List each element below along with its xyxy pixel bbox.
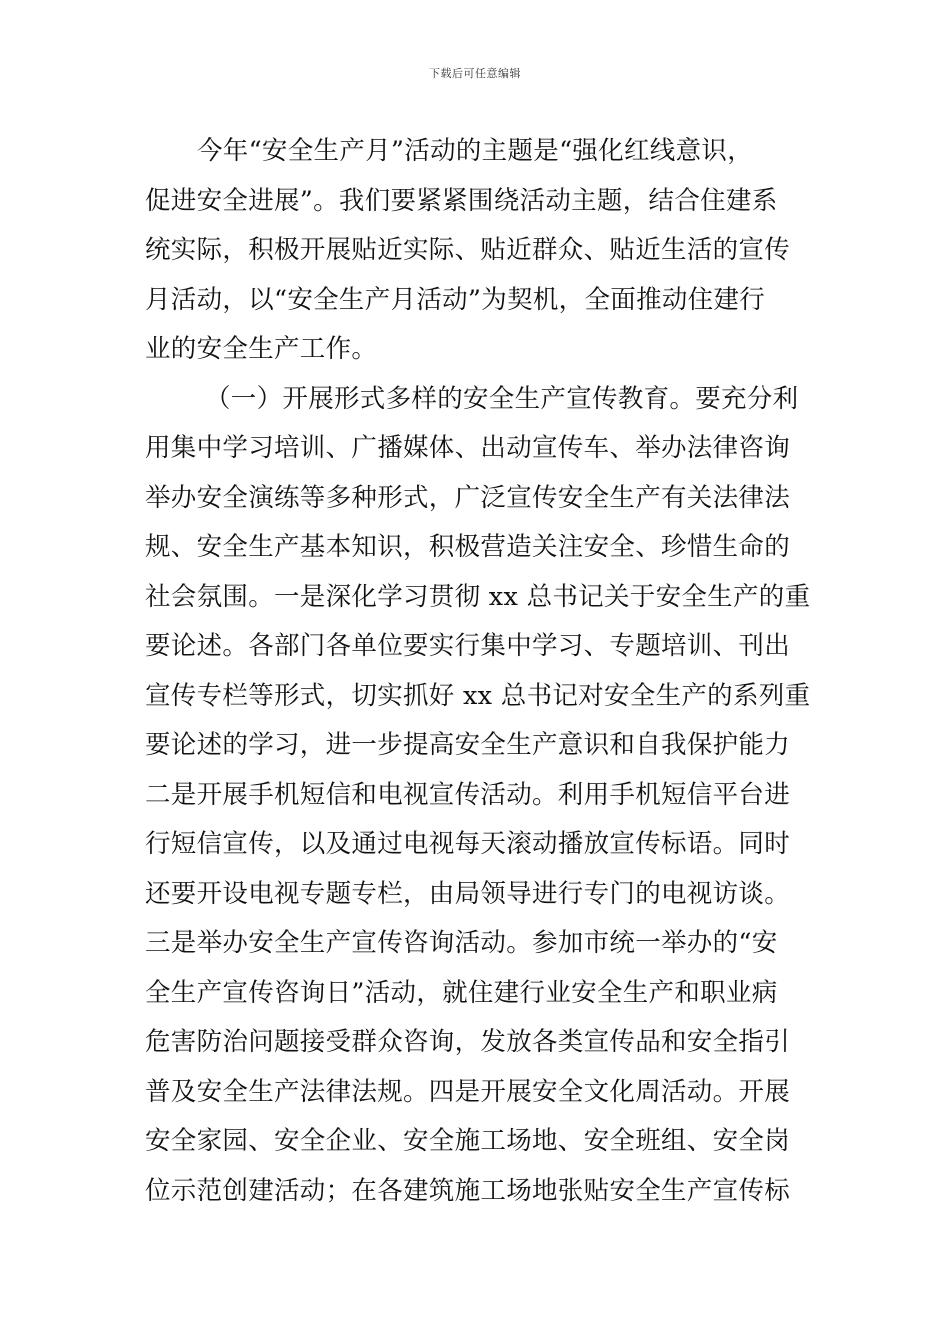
paragraph-line: 今年“安全生产月”活动的主题是“强化红线意识， bbox=[197, 136, 754, 166]
paragraph-line: 规、安全生产基本知识，积极营造关注安全、珍惜生命的 bbox=[145, 532, 791, 562]
paragraph-line: 还要开设电视专题专栏，由局领导进行专门的电视访谈。 bbox=[145, 878, 791, 909]
paragraph-line: 安全家园、安全企业、安全施工场地、安全班组、安全岗 bbox=[145, 1126, 791, 1156]
paragraph-line: 宣传专栏等形式，切实抓好 xx 总书记对安全生产的系列重 bbox=[145, 680, 811, 711]
paragraph-line: 举办安全演练等多种形式，广泛宣传安全生产有关法律法 bbox=[145, 482, 791, 513]
paragraph-line: 用集中学习培训、广播媒体、出动宣传车、举办法律咨询 bbox=[145, 433, 791, 463]
paragraph-line: 促进安全进展”。我们要紧紧围绕活动主题，结合住建系 bbox=[145, 185, 778, 216]
paragraph-line: 危害防治问题接受群众咨询，发放各类宣传品和安全指引 bbox=[145, 1027, 791, 1057]
paragraph-line: 要论述的学习，进一步提高安全生产意识和自我保护能力 bbox=[145, 730, 791, 760]
paragraph-line: 业的安全生产工作。 bbox=[145, 334, 378, 364]
paragraph-line: 统实际，积极开展贴近实际、贴近群众、贴近生活的宣传 bbox=[145, 235, 791, 265]
document-body bbox=[145, 127, 817, 1216]
paragraph-line: 要论述。各部门各单位要实行集中学习、专题培训、刊出 bbox=[145, 631, 791, 661]
paragraph-line: 三是举办安全生产宣传咨询活动。参加市统一举办的“安 bbox=[145, 928, 778, 958]
paragraph-line: 二是开展手机短信和电视宣传活动。利用手机短信平台进 bbox=[145, 779, 791, 810]
paragraph-line: 普及安全生产法律法规。四是开展安全文化周活动。开展 bbox=[145, 1076, 791, 1107]
paragraph-line: 位示范创建活动；在各建筑施工场地张贴安全生产宣传标 bbox=[145, 1175, 791, 1206]
paragraph-line: 社会氛围。一是深化学习贯彻 xx 总书记关于安全生产的重 bbox=[145, 581, 811, 612]
section-heading-line: （一）开展形式多样的安全生产宣传教育。要充分利 bbox=[205, 383, 799, 414]
paragraph-line: 月活动，以“安全生产月活动”为契机，全面推动住建行 bbox=[145, 284, 766, 315]
paragraph-line: 全生产宣传咨询日”活动，就住建行业安全生产和职业病 bbox=[145, 977, 778, 1008]
paragraph-line: 行短信宣传，以及通过电视每天滚动播放宣传标语。同时 bbox=[145, 829, 791, 859]
page-header: 下载后可任意编辑 bbox=[429, 67, 521, 80]
